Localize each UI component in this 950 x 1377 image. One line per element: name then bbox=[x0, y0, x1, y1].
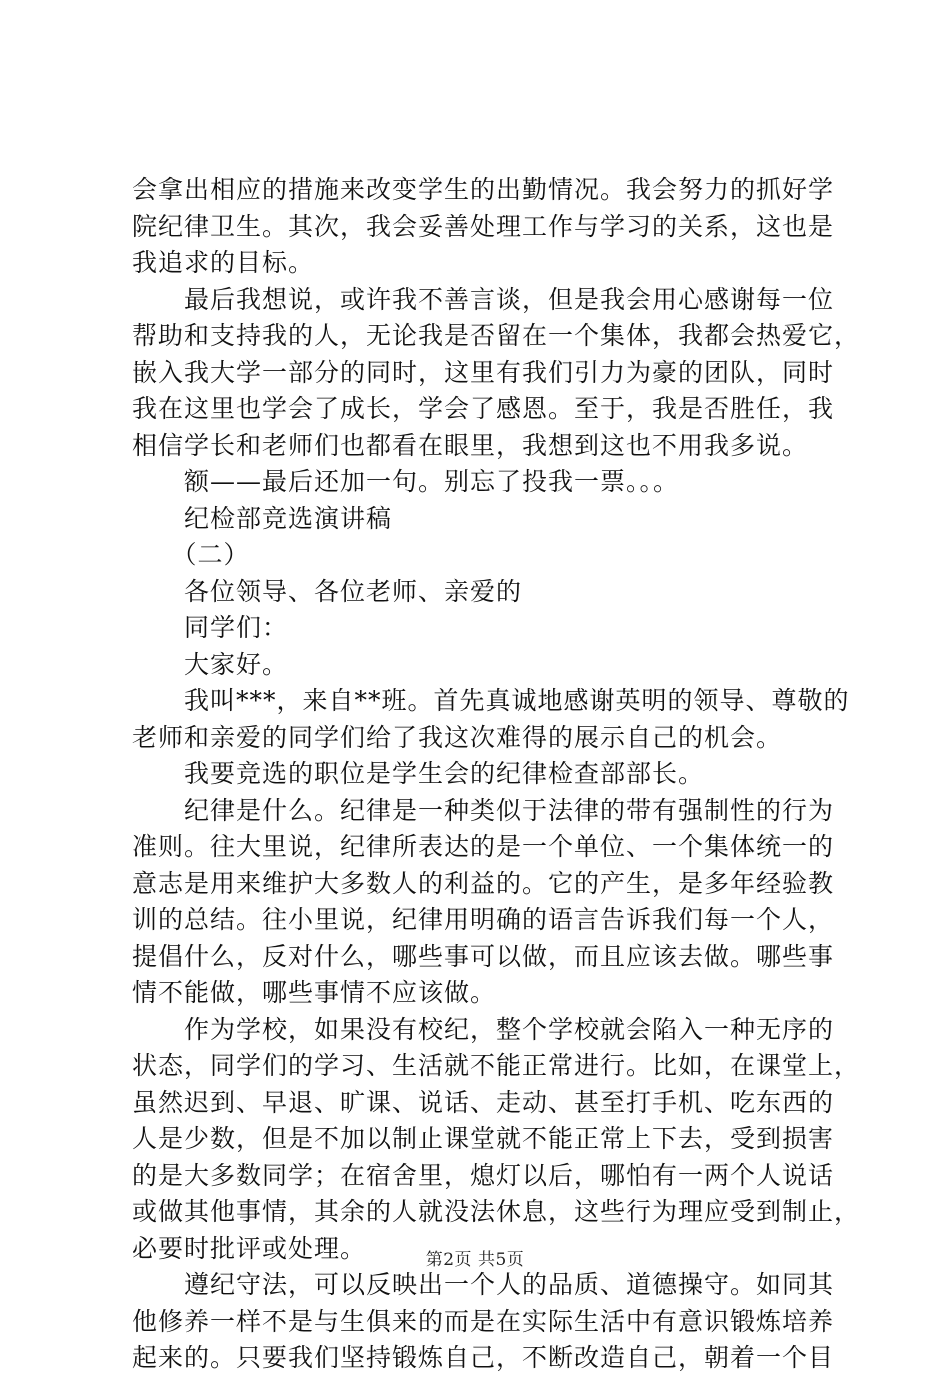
text-line: 老师和亲爱的同学们给了我这次难得的展示自己的机会。 bbox=[132, 722, 783, 752]
text-line: （二） bbox=[132, 540, 250, 569]
page-number-footer: 第2页 共5页 bbox=[425, 1250, 525, 1270]
text-line: 最后我想说，或许我不善言谈，但是我会用心感谢每一位 bbox=[132, 284, 835, 314]
text-line: 训的总结。往小里说，纪律用明确的语言告诉我们每一个人， bbox=[132, 905, 835, 934]
text-line: 纪检部竞选演讲稿 bbox=[132, 503, 393, 533]
text-line: 必要时批评或处理。 bbox=[132, 1233, 367, 1263]
text-line: 遵纪守法，可以反映出一个人的品质、道德操守。如同其 bbox=[132, 1270, 835, 1299]
text-line: 嵌入我大学一部分的同时，这里有我们引力为豪的团队，同时 bbox=[132, 357, 835, 387]
text-line: 作为学校，如果没有校纪，整个学校就会陷入一种无序的 bbox=[132, 1014, 835, 1044]
text-line: 或做其他事情，其余的人就没法休息，这些行为理应受到制止， bbox=[132, 1197, 861, 1226]
text-line: 起来的。只要我们坚持锻炼自己，不断改造自己，朝着一个目 bbox=[132, 1343, 835, 1372]
text-line: 人是少数，但是不加以制止课堂就不能正常上下去，受到损害 bbox=[132, 1124, 835, 1153]
text-line: 虽然迟到、早退、旷课、说话、走动、甚至打手机、吃东西的 bbox=[132, 1087, 835, 1117]
text-line: 准则。往大里说，纪律所表达的是一个单位、一个集体统一的 bbox=[132, 832, 835, 861]
text-line: 我追求的目标。 bbox=[132, 248, 315, 277]
text-line: 会拿出相应的措施来改变学生的出勤情况。我会努力的抓好学 bbox=[132, 175, 835, 204]
text-line: 情不能做，哪些事情不应该做。 bbox=[132, 978, 497, 1007]
document-body bbox=[132, 172, 861, 1377]
text-line: 额——最后还加一句。别忘了投我一票。。。 bbox=[132, 467, 680, 496]
text-line: 同学们： bbox=[132, 613, 289, 642]
text-line: 状态，同学们的学习、生活就不能正常进行。比如，在课堂上， bbox=[132, 1051, 861, 1080]
text-line: 我在这里也学会了成长，学会了感恩。至于，我是否胜任，我 bbox=[132, 394, 835, 423]
text-line: 意志是用来维护大多数人的利益的。它的产生，是多年经验教 bbox=[132, 868, 835, 898]
text-line: 他修养一样不是与生俱来的而是在实际生活中有意识锻炼培养 bbox=[132, 1306, 835, 1336]
text-line: 纪律是什么。纪律是一种类似于法律的带有强制性的行为 bbox=[132, 795, 835, 825]
text-line: 提倡什么，反对什么，哪些事可以做，而且应该去做。哪些事 bbox=[132, 941, 835, 971]
text-line: 我叫***，来自**班。首先真诚地感谢英明的领导、尊敬的 bbox=[132, 686, 850, 715]
text-line: 相信学长和老师们也都看在眼里，我想到这也不用我多说。 bbox=[132, 430, 809, 460]
text-line: 院纪律卫生。其次，我会妥善处理工作与学习的关系，这也是 bbox=[132, 211, 835, 241]
text-line: 我要竞选的职位是学生会的纪律检查部部长。 bbox=[132, 759, 705, 788]
text-line: 的是大多数同学；在宿舍里，熄灯以后，哪怕有一两个人说话 bbox=[132, 1160, 835, 1190]
text-line: 各位领导、各位老师、亲爱的 bbox=[132, 576, 523, 606]
text-line: 大家好。 bbox=[132, 649, 289, 679]
text-line: 帮助和支持我的人，无论我是否留在一个集体，我都会热爱它， bbox=[132, 321, 861, 350]
